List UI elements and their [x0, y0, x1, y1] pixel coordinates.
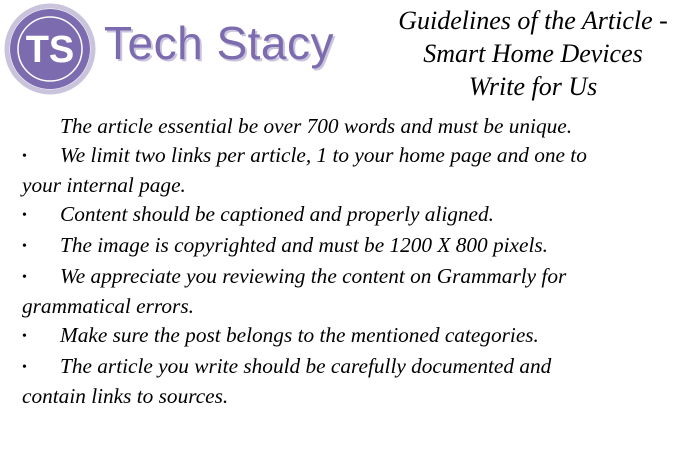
bullet-marker: • [22, 208, 27, 224]
title-line-2: Smart Home Devices [423, 39, 643, 68]
list-item-continuation: contain links to sources. [22, 384, 229, 409]
brand-logo [4, 3, 364, 97]
list-item-continuation: your internal page. [22, 173, 186, 198]
list-item-text: We appreciate you reviewing the content on Grammarly for [60, 263, 567, 288]
bullet-marker: • [22, 238, 27, 254]
list-item [22, 231, 694, 262]
bullet-marker: • [22, 328, 27, 344]
list-item [22, 262, 694, 293]
intro-text: The article essential be over 700 words and must be unique. [60, 114, 573, 138]
logo-monogram: TS [25, 29, 75, 71]
list-item-text: Make sure the post belongs to the mentioned categories. [60, 322, 539, 347]
title-line-1: Guidelines of the Article - [398, 6, 668, 35]
ts-monogram-icon [4, 3, 96, 95]
list-item [22, 200, 694, 231]
list-item-text: Content should be captioned and properly aligned. [60, 202, 494, 227]
title-line-3: Write for Us [468, 72, 598, 101]
page-title [370, 4, 696, 103]
guidelines-list [22, 112, 694, 411]
list-item [22, 352, 694, 383]
brand-name: Tech Stacy [104, 17, 334, 69]
list-item [22, 141, 694, 172]
bullet-marker: • [22, 359, 27, 375]
list-item-text: The article you write should be carefully documented and [60, 353, 552, 378]
bullet-marker: • [22, 269, 27, 285]
list-item-continuation: grammatical errors. [22, 294, 194, 319]
bullet-marker: • [22, 148, 27, 164]
list-item-text: The image is copyrighted and must be 1200 X 800 pixels. [60, 232, 548, 257]
list-item [22, 321, 694, 352]
list-item-text: We limit two links per article, 1 to your home page and one to [60, 142, 587, 167]
